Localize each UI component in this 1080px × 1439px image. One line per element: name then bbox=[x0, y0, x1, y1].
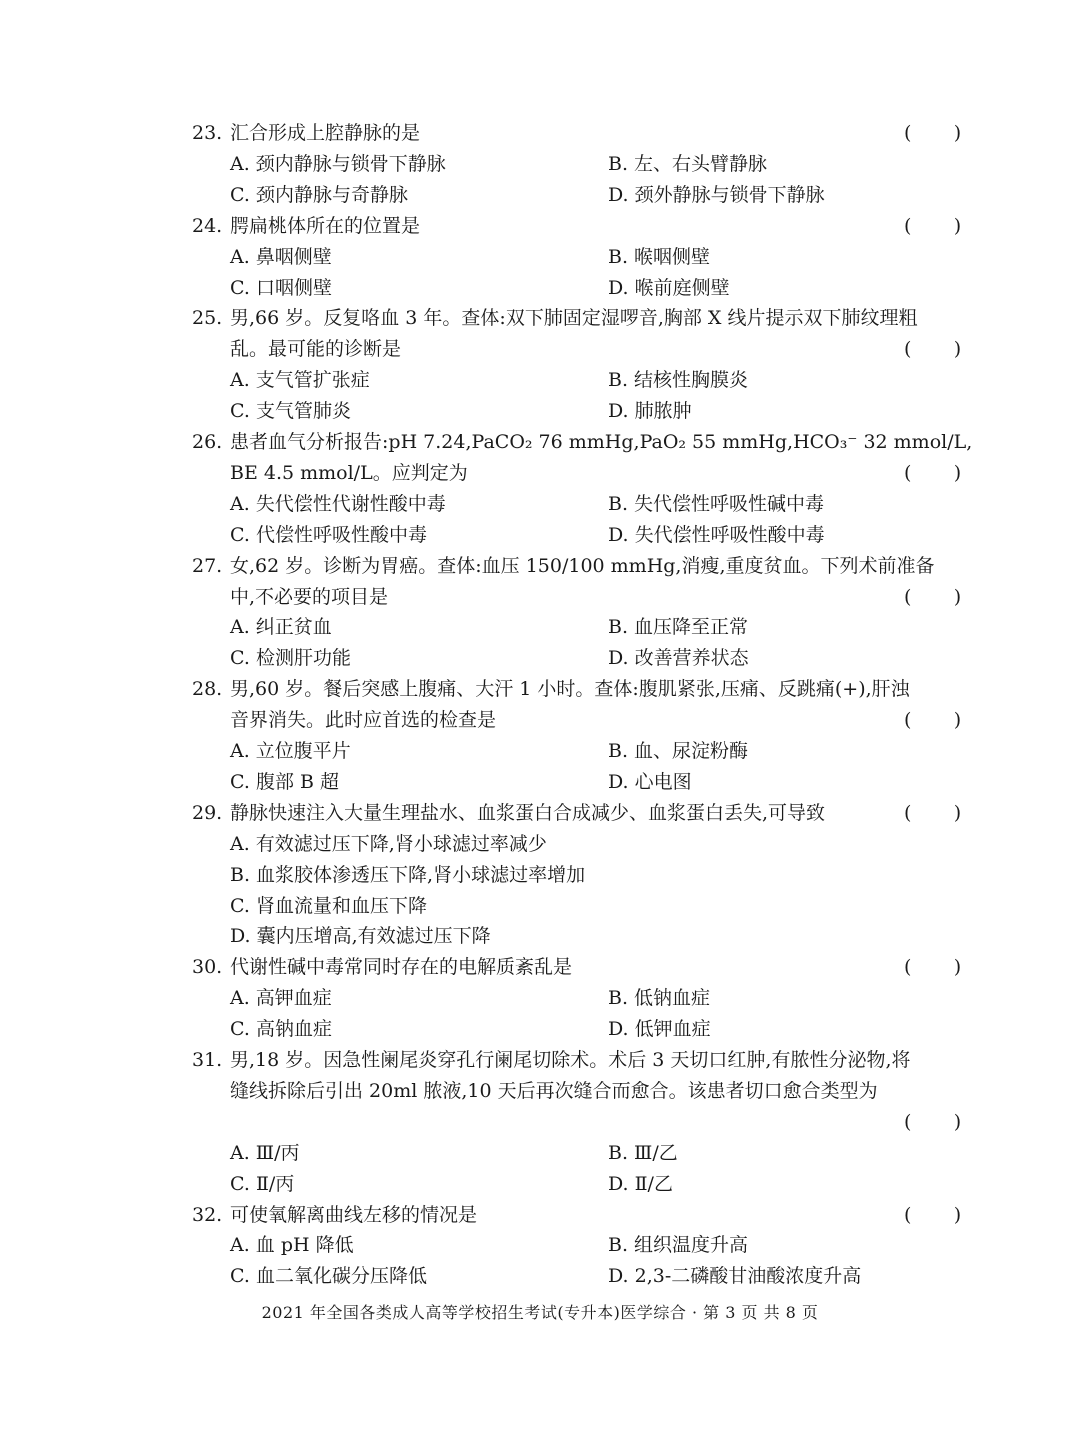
answer-blank[interactable]: ( ) bbox=[904, 122, 962, 144]
answer-option[interactable]: D. 心电图 bbox=[608, 770, 692, 793]
answer-option[interactable]: D. 改善营养状态 bbox=[608, 647, 749, 670]
answer-blank[interactable]: ( ) bbox=[904, 214, 962, 237]
question-stem: 乱。最可能的诊断是 bbox=[230, 338, 402, 361]
answer-option[interactable]: D. 喉前庭侧壁 bbox=[608, 276, 730, 299]
answer-option[interactable]: B. 组织温度升高 bbox=[608, 1234, 749, 1257]
question-number: 27. bbox=[192, 554, 223, 577]
answer-blank[interactable]: ( ) bbox=[904, 801, 962, 824]
question-stem: 缝线拆除后引出 20ml 脓液,10 天后再次缝合而愈合。该患者切口愈合类型为 bbox=[230, 1079, 878, 1102]
answer-option[interactable]: A. 血 pH 降低 bbox=[230, 1234, 354, 1257]
answer-blank[interactable]: ( ) bbox=[904, 1110, 962, 1133]
answer-blank[interactable]: ( ) bbox=[904, 338, 962, 361]
answer-option[interactable]: C. 肾血流量和血压下降 bbox=[230, 894, 427, 917]
question-number: 28. bbox=[192, 678, 223, 701]
answer-option[interactable]: D. 低钾血症 bbox=[608, 1018, 711, 1041]
answer-option[interactable]: A. 颈内静脉与锁骨下静脉 bbox=[230, 152, 446, 175]
question-number: 25. bbox=[192, 307, 223, 330]
question-number: 30. bbox=[192, 956, 223, 979]
answer-option[interactable]: C. 口咽侧壁 bbox=[230, 276, 332, 299]
answer-option[interactable]: D. 2,3-二磷酸甘油酸浓度升高 bbox=[608, 1265, 862, 1288]
answer-blank[interactable]: ( ) bbox=[904, 1203, 962, 1226]
answer-option[interactable]: A. 纠正贫血 bbox=[230, 616, 332, 639]
question-stem: 男,18 岁。因急性阑尾炎穿孔行阑尾切除术。术后 3 天切口红肿,有脓性分泌物,将 bbox=[230, 1049, 911, 1071]
question-number: 32. bbox=[192, 1203, 223, 1226]
answer-blank[interactable]: ( ) bbox=[904, 709, 962, 732]
question-stem: 腭扁桃体所在的位置是 bbox=[230, 214, 421, 237]
answer-option[interactable]: B. 血、尿淀粉酶 bbox=[608, 740, 749, 762]
answer-option[interactable]: D. 颈外静脉与锁骨下静脉 bbox=[608, 183, 825, 206]
answer-option[interactable]: B. 血浆胶体渗透压下降,肾小球滤过率增加 bbox=[230, 863, 586, 886]
answer-blank[interactable]: ( ) bbox=[904, 461, 962, 484]
answer-option[interactable]: B. 喉咽侧壁 bbox=[608, 245, 711, 268]
answer-option[interactable]: C. 血二氧化碳分压降低 bbox=[230, 1265, 427, 1288]
answer-option[interactable]: C. 代偿性呼吸性酸中毒 bbox=[230, 523, 427, 546]
answer-option[interactable]: B. 血压降至正常 bbox=[608, 616, 749, 639]
question-number: 24. bbox=[192, 214, 223, 237]
answer-blank[interactable]: ( ) bbox=[904, 956, 962, 979]
question-stem: 汇合形成上腔静脉的是 bbox=[230, 122, 421, 144]
question-stem: 代谢性碱中毒常同时存在的电解质紊乱是 bbox=[230, 956, 573, 979]
question-stem: 男,60 岁。餐后突感上腹痛、大汗 1 小时。查体:腹肌紧张,压痛、反跳痛(+),肝浊 bbox=[230, 678, 910, 701]
answer-option[interactable]: C. 检测肝功能 bbox=[230, 647, 351, 670]
answer-option[interactable]: C. 高钠血症 bbox=[230, 1018, 332, 1041]
question-number: 31. bbox=[192, 1049, 223, 1071]
answer-option[interactable]: D. 肺脓肿 bbox=[608, 400, 692, 423]
question-stem: 患者血气分析报告:pH 7.24,PaCO₂ 76 mmHg,PaO₂ 55 mmHg,HCO₃⁻ 32 mmol/L, bbox=[230, 431, 973, 453]
question-stem: 静脉快速注入大量生理盐水、血浆蛋白合成减少、血浆蛋白丢失,可导致 bbox=[230, 801, 826, 824]
answer-option[interactable]: A. 失代偿性代谢性酸中毒 bbox=[230, 492, 446, 515]
question-stem: 男,66 岁。反复咯血 3 年。查体:双下肺固定湿啰音,胸部 X 线片提示双下肺纹理粗 bbox=[230, 307, 918, 330]
question-number: 23. bbox=[192, 122, 223, 144]
page-footer: 2021 年全国各类成人高等学校招生考试(专升本)医学综合 · 第 3 页 共 8 页 bbox=[261, 1303, 819, 1322]
question-stem: 音界消失。此时应首选的检查是 bbox=[230, 709, 497, 732]
answer-option[interactable]: A. 高钾血症 bbox=[230, 987, 332, 1010]
answer-option[interactable]: A. Ⅲ/丙 bbox=[230, 1141, 300, 1164]
answer-option[interactable]: B. 低钠血症 bbox=[608, 987, 711, 1010]
answer-option[interactable]: C. 支气管肺炎 bbox=[230, 400, 351, 423]
question-stem: 可使氧解离曲线左移的情况是 bbox=[230, 1203, 478, 1226]
answer-option[interactable]: C. 腹部 B 超 bbox=[230, 770, 339, 793]
answer-option[interactable]: D. 囊内压增高,有效滤过压下降 bbox=[230, 925, 491, 948]
question-number: 26. bbox=[192, 431, 223, 453]
answer-option[interactable]: B. 结核性胸膜炎 bbox=[608, 369, 749, 392]
question-stem: 女,62 岁。诊断为胃癌。查体:血压 150/100 mmHg,消瘦,重度贫血。下列术前准备 bbox=[230, 554, 935, 577]
answer-option[interactable]: A. 立位腹平片 bbox=[230, 740, 351, 762]
answer-option[interactable]: D. 失代偿性呼吸性酸中毒 bbox=[608, 523, 825, 546]
question-stem: BE 4.5 mmol/L。应判定为 bbox=[230, 461, 468, 484]
answer-blank[interactable]: ( ) bbox=[904, 585, 962, 608]
answer-option[interactable]: B. 左、右头臂静脉 bbox=[608, 152, 768, 175]
answer-option[interactable]: B. Ⅲ/乙 bbox=[608, 1141, 678, 1164]
answer-option[interactable]: D. Ⅱ/乙 bbox=[608, 1172, 673, 1195]
answer-option[interactable]: A. 支气管扩张症 bbox=[230, 369, 370, 392]
answer-option[interactable]: C. Ⅱ/丙 bbox=[230, 1172, 295, 1195]
answer-option[interactable]: C. 颈内静脉与奇静脉 bbox=[230, 183, 408, 206]
question-number: 29. bbox=[192, 801, 223, 824]
question-stem: 中,不必要的项目是 bbox=[230, 585, 389, 608]
answer-option[interactable]: A. 鼻咽侧壁 bbox=[230, 245, 332, 268]
answer-option[interactable]: A. 有效滤过压下降,肾小球滤过率减少 bbox=[230, 832, 547, 855]
answer-option[interactable]: B. 失代偿性呼吸性碱中毒 bbox=[608, 492, 825, 515]
